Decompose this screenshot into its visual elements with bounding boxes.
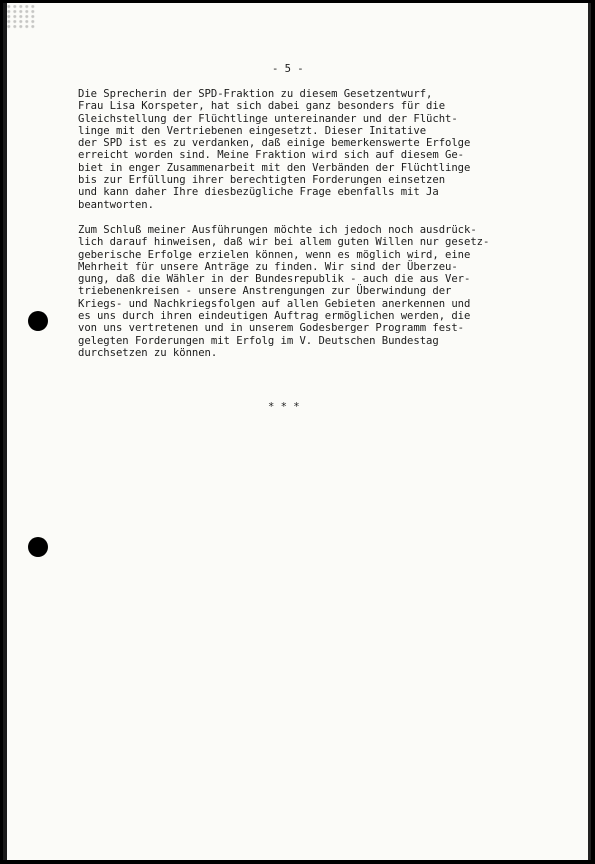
text-line: gelegten Forderungen mit Erfolg im V. Deutschen Bundestag <box>78 334 439 347</box>
text-line: es uns durch ihren eindeutigen Auftrag ermöglichen werden, die <box>78 310 471 323</box>
text-line: geberische Erfolge erzielen können, wenn es möglich wird, eine <box>78 248 471 261</box>
text-line: Kriegs- und Nachkriegsfolgen auf allen Gebieten anerkennen und <box>78 297 471 310</box>
text-line: Die Sprecherin der SPD-Fraktion zu diesem Gesetzentwurf, <box>78 88 433 100</box>
scan-edge-left <box>3 3 7 860</box>
text-line: lich darauf hinweisen, daß wir bei allem guten Willen nur gesetz- <box>78 236 490 249</box>
text-line: durchsetzen zu können. <box>78 346 218 359</box>
paragraph-2 <box>78 224 548 359</box>
page-number: - 5 - <box>272 63 304 75</box>
text-line: linge mit den Vertriebenen eingesetzt. Dieser Initative <box>78 124 427 137</box>
text-line: Gleichstellung der Flüchtlinge untereinander und der Flücht- <box>78 112 458 125</box>
paragraph-1 <box>78 88 548 211</box>
text-line: triebenenkreisen - unsere Anstrengungen zur Überwindung der <box>78 285 452 298</box>
text-line: der SPD ist es zu verdanken, daß einige bemerkenswerte Erfolge <box>78 137 471 150</box>
text-line: gung, daß die Wähler in der Bundesrepublik - auch die aus Ver- <box>78 273 471 286</box>
punch-hole-upper <box>28 311 48 331</box>
closing-asterisks: * * * <box>268 401 300 413</box>
document-page <box>3 3 591 860</box>
text-line: erreicht worden sind. Meine Fraktion wird sich auf diesem Ge- <box>78 149 465 162</box>
scan-edge-right <box>588 3 591 860</box>
text-line: biet in enger Zusammenarbeit mit den Verbänden der Flüchtlinge <box>78 161 471 174</box>
scan-noise <box>7 5 37 29</box>
text-line: bis zur Erfüllung ihrer berechtigten Forderungen einsetzen <box>78 174 446 187</box>
text-line: von uns vertretenen und in unserem Godesberger Programm fest- <box>78 322 465 335</box>
text-line: beantworten. <box>78 198 154 211</box>
text-line: Mehrheit für unsere Anträge zu finden. Wir sind der Überzeu- <box>78 260 458 273</box>
text-line: Zum Schluß meiner Ausführungen möchte ich jedoch noch ausdrück- <box>78 224 477 236</box>
text-line: Frau Lisa Korspeter, hat sich dabei ganz besonders für die <box>78 100 446 113</box>
punch-hole-lower <box>28 537 48 557</box>
text-line: und kann daher Ihre diesbezügliche Frage ebenfalls mit Ja <box>78 186 439 199</box>
